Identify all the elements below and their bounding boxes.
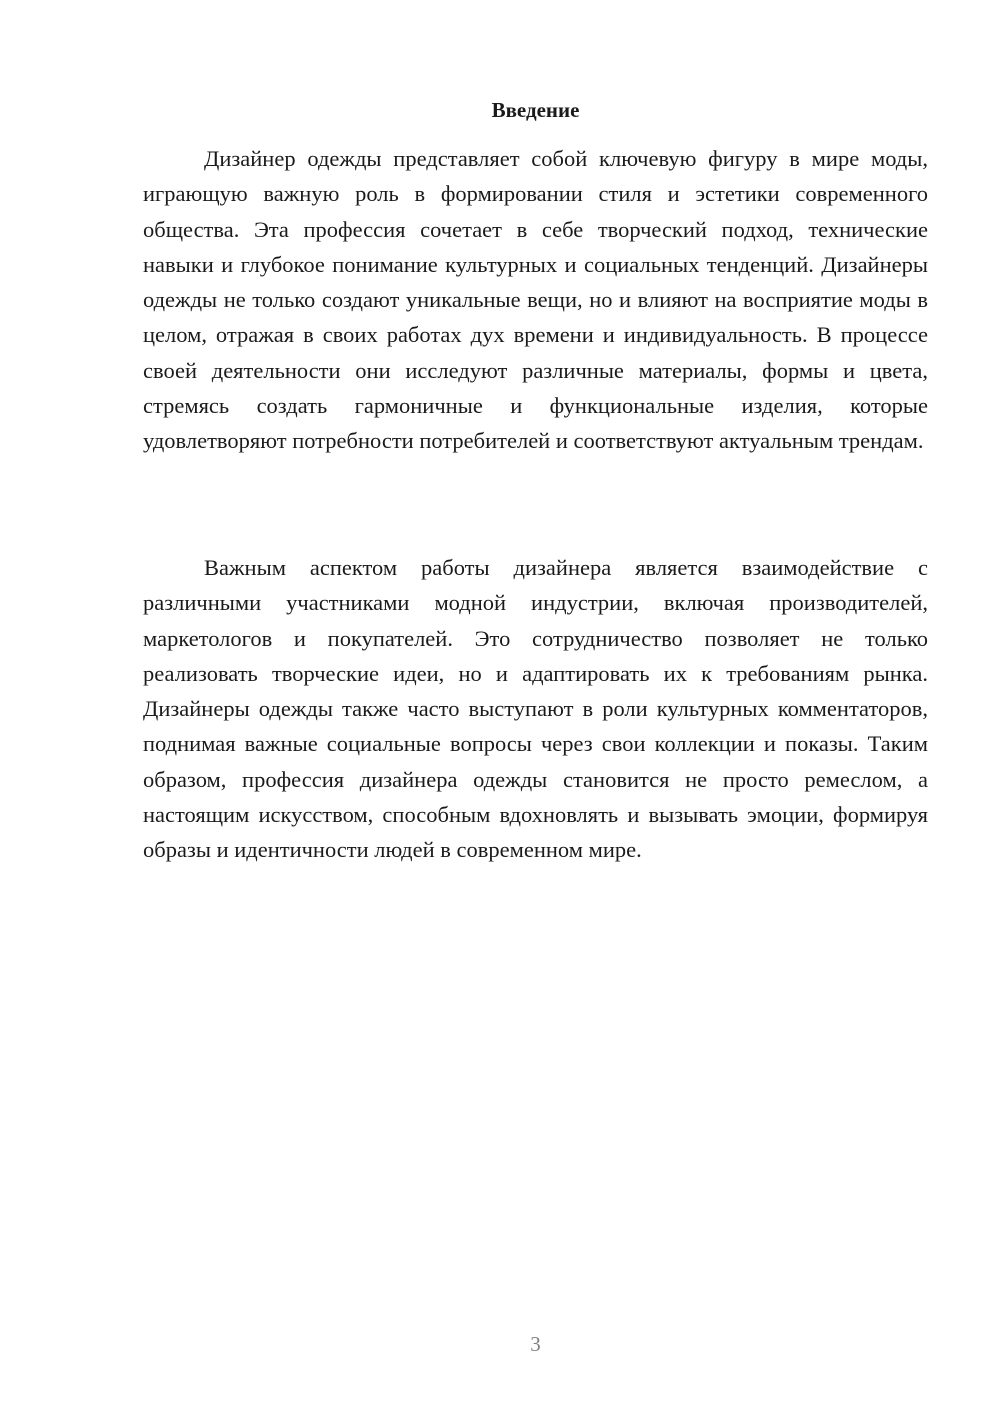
page-number: 3	[530, 1332, 541, 1356]
paragraph-1: Дизайнер одежды представляет собой ключевую фигуру в мире моды, играющую важную роль в формировании стиля и эстетики современного общества. Эта профессия сочетает в себе творческий подход, технические навыки и глубокое понимание культурных и социальных тенденций. Дизайнеры одежды не только создают уникальные вещи, но и влияют на восприятие моды в целом, отражая в своих работах дух времени и индивидуальность. В процессе своей деятельности они исследуют различные материалы, формы и цвета, стремясь создать гармоничные и функциональные изделия, которые удовлетворяют потребности потребителей и соответствуют актуальным трендам.	[143, 146, 928, 454]
section-title: Введение	[491, 98, 580, 122]
paragraph-2: Важным аспектом работы дизайнера является взаимодействие с различными участниками модной индустрии, включая производителей, маркетологов и покупателей. Это сотрудничество позволяет не только реализовать творческие идеи, но и адаптировать их к требованиям рынка. Дизайнеры одежды также часто выступают в роли культурных комментаторов, поднимая важные социальные вопросы через свои коллекции и показы. Таким образом, профессия дизайнера одежды становится не просто ремеслом, а настоящим искусством, способным вдохновлять и вызывать эмоции, формируя образы и идентичности людей в современном мире.	[143, 555, 928, 863]
